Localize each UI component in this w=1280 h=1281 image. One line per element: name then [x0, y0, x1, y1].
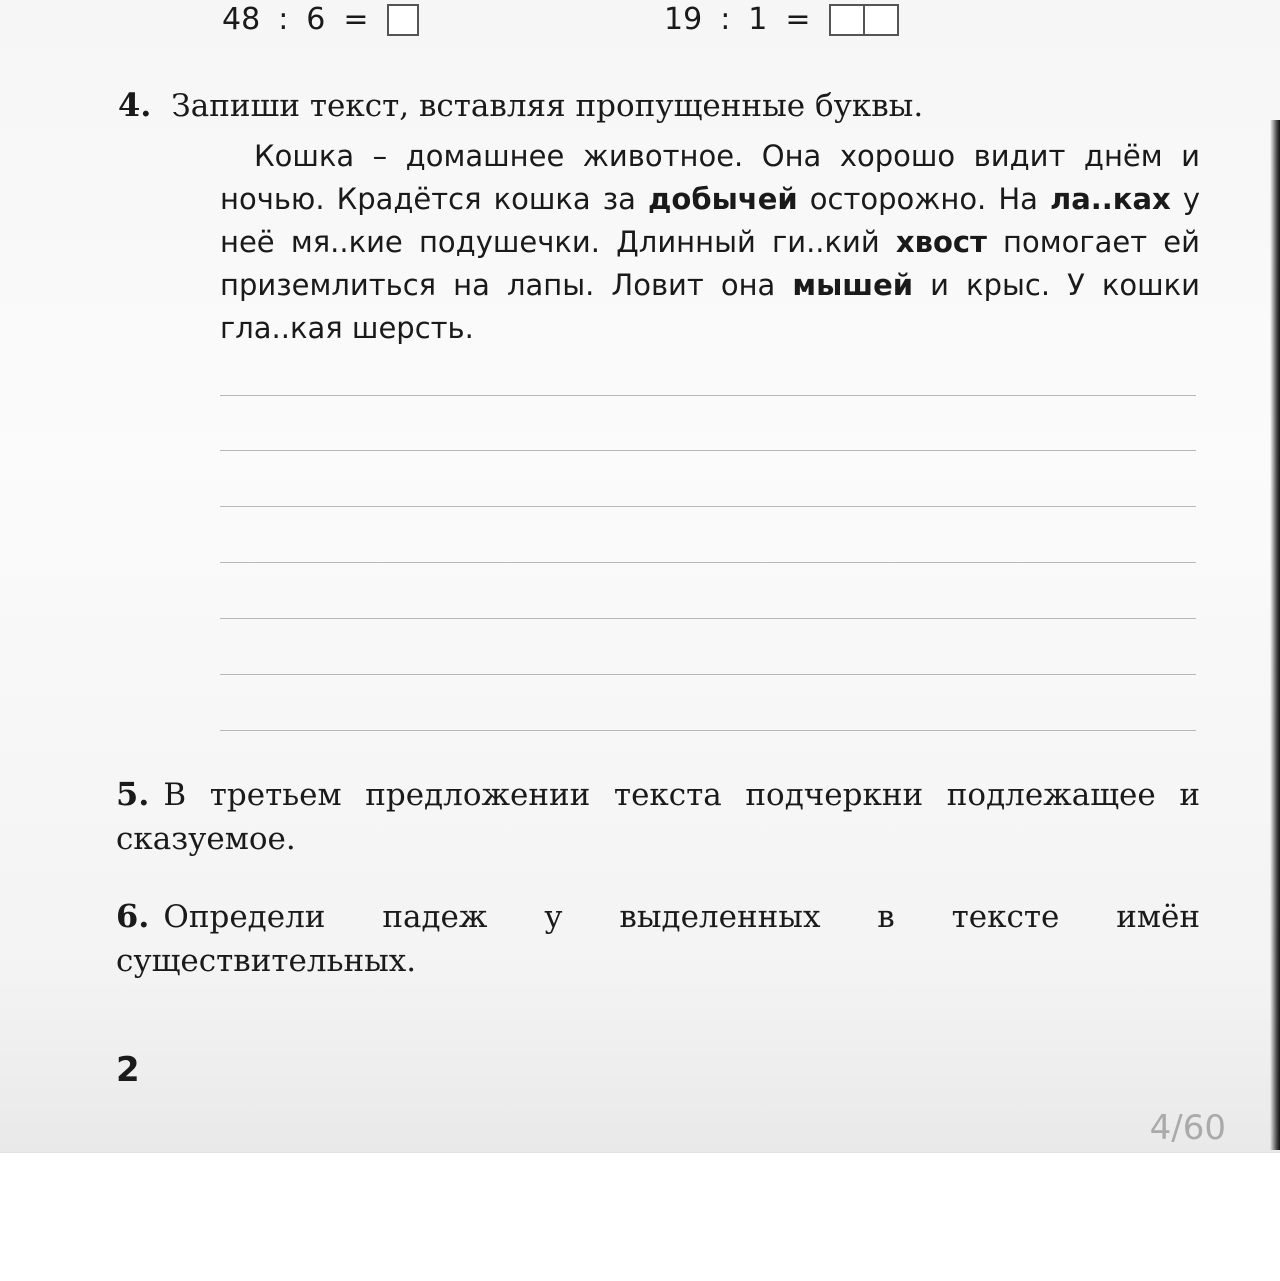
answer-line: [220, 450, 1196, 451]
answer-line: [220, 562, 1196, 563]
equation-2-equals: =: [785, 2, 811, 37]
answer-line: [220, 730, 1196, 731]
task-4-instruction: Запиши текст, вставляя пропущенные буквы.: [171, 88, 924, 124]
task-4-heading: [118, 86, 923, 124]
passage-bold-word-2: ла..ках: [1049, 182, 1171, 216]
passage-bold-word-4: мышей: [792, 268, 914, 302]
passage-bold-word-3: хвост: [895, 225, 987, 259]
page-number: 2: [116, 1050, 140, 1090]
answer-line: [220, 618, 1196, 619]
task-6-number: 6.: [116, 897, 150, 935]
passage-text-4: помогает ей приземлиться на лапы. Ловит она: [220, 225, 1200, 302]
page-edge-shadow: [1270, 120, 1280, 1150]
passage-text-1: Кошка – домашнее животное. Она хорошо видит днём и ночью. Крадётся кошка за: [220, 139, 1200, 216]
equation-2-answer-box: [829, 4, 899, 36]
equation-2-operator: :: [720, 2, 731, 37]
equation-1: [222, 2, 419, 37]
task-4-passage: [220, 135, 1200, 350]
task-6-text: Определи падеж у выделенных в тексте имён существительных.: [116, 899, 1200, 979]
passage-text-5: и крыс. У кошки гла..кая шерсть.: [220, 268, 1200, 345]
task-5-number: 5.: [116, 775, 150, 813]
passage-bold-word-1: добычей: [647, 182, 798, 216]
answer-line: [220, 506, 1196, 507]
equation-2-left: 19: [664, 2, 703, 37]
viewer-bottom-area: [0, 1152, 1280, 1281]
passage-text-2: осторожно. На: [797, 182, 1050, 216]
task-4-number: 4.: [118, 86, 152, 124]
answer-line: [220, 674, 1196, 675]
equation-1-equals: =: [343, 2, 369, 37]
equation-1-left: 48: [222, 2, 261, 37]
equation-1-answer-box: [387, 4, 419, 36]
answer-line: [220, 395, 1196, 396]
equation-2: [664, 2, 899, 37]
task-5: [116, 772, 1200, 861]
task-5-text: В третьем предложении текста подчеркни подлежащее и сказуемое.: [116, 777, 1200, 857]
equation-2-right: 1: [748, 2, 768, 37]
passage-text-3: у неё мя..кие подушечки. Длинный ги..кий: [220, 182, 1200, 259]
equation-1-operator: :: [278, 2, 289, 37]
task-6: [116, 894, 1200, 983]
page-counter: 4/60: [1149, 1108, 1226, 1148]
equation-1-right: 6: [306, 2, 326, 37]
